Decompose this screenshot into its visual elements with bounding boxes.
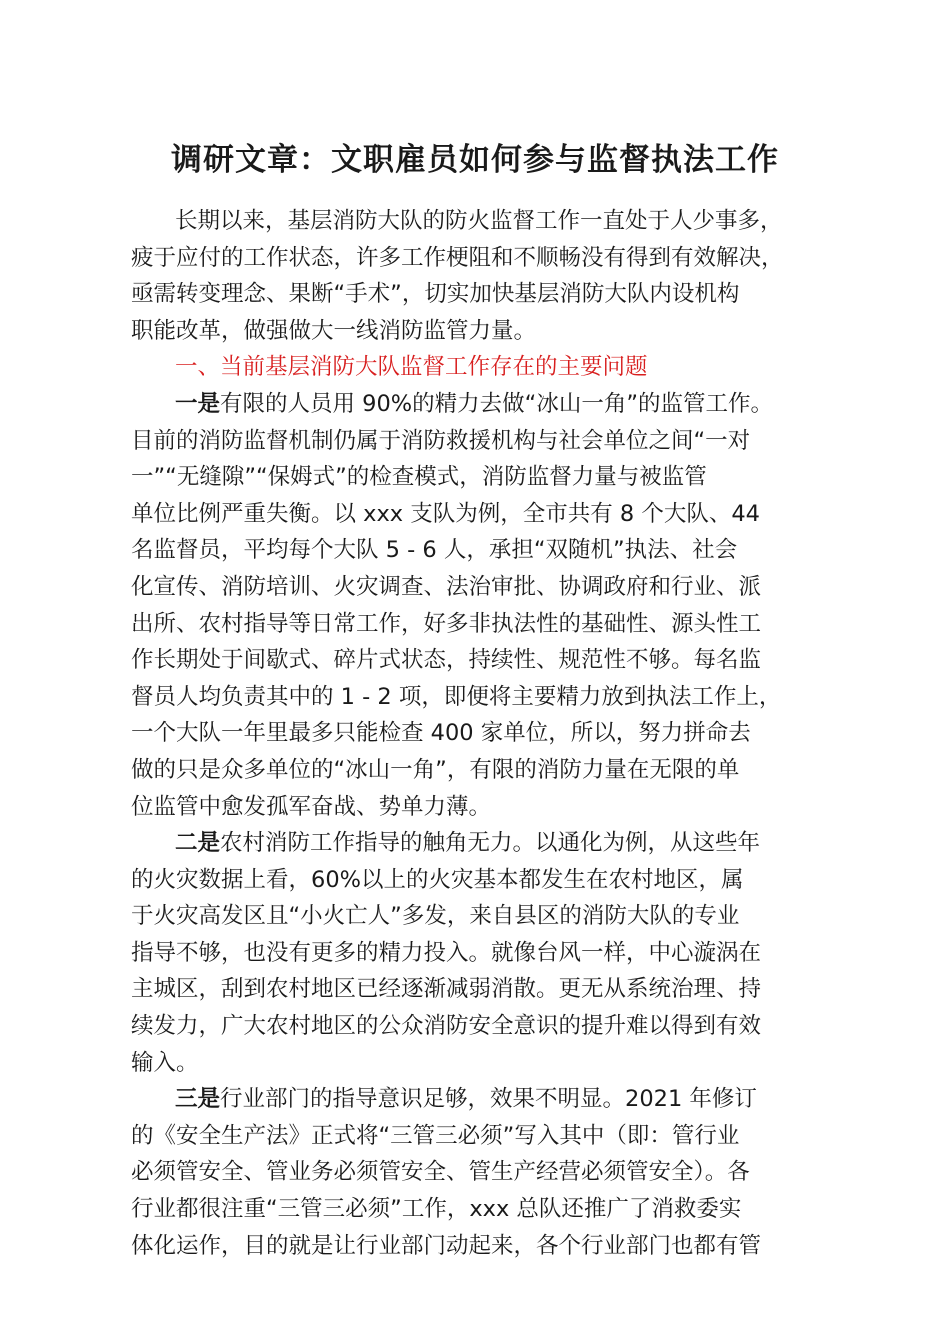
point-lead: 一是 xyxy=(175,390,221,417)
point-text: 行业部门的指导意识足够，效果不明显。2021 年修订 xyxy=(220,1086,757,1113)
paragraph-line: 一个大队一年里最多只能检查 400 家单位，所以，努力拼命去 xyxy=(131,720,751,747)
paragraph-line: 必须管安全、管业务必须管安全、管生产经营必须管安全）。各 xyxy=(131,1159,750,1186)
paragraph-line: 的火灾数据上看，60%以上的火灾基本都发生在农村地区，属 xyxy=(131,866,744,893)
point-lead: 二是 xyxy=(175,830,221,857)
point-lead: 三是 xyxy=(175,1086,221,1113)
paragraph-line: 单位比例严重失衡。以 xxx 支队为例，全市共有 8 个大队、44 xyxy=(131,500,761,527)
paragraph-line: 体化运作，目的就是让行业部门动起来，各个行业部门也都有管 xyxy=(131,1232,762,1259)
paragraph-line: 行业都很注重“三管三必须”工作，xxx 总队还推广了消救委实 xyxy=(131,1196,742,1223)
point-text: 农村消防工作指导的触角无力。以通化为例，从这些年 xyxy=(220,830,761,857)
document-body xyxy=(131,203,861,1264)
paragraph-line: 出所、农村指导等日常工作，好多非执法性的基础性、源头性工 xyxy=(131,610,762,637)
section-heading: 一、当前基层消防大队监督工作存在的主要问题 xyxy=(175,354,648,381)
paragraph-line: 化宣传、消防培训、火灾调查、法治审批、协调政府和行业、派 xyxy=(131,573,762,600)
paragraph-line: 指导不够，也没有更多的精力投入。就像台风一样，中心漩涡在 xyxy=(131,939,762,966)
paragraph-line xyxy=(131,1081,861,1118)
paragraph-line: 疲于应付的工作状态，许多工作梗阻和不顺畅没有得到有效解决， xyxy=(131,244,784,271)
paragraph-line: 亟需转变理念、果断“手术”，切实加快基层消防大队内设机构 xyxy=(131,281,740,308)
point-text: 有限的人员用 90%的精力去做“冰山一角”的监管工作。 xyxy=(220,390,773,417)
paragraph-line: 的《安全生产法》正式将“三管三必须”写入其中（即：管行业 xyxy=(131,1122,740,1149)
paragraph-line xyxy=(131,386,861,423)
page-title: 调研文章：文职雇员如何参与监督执法工作 xyxy=(171,142,779,178)
paragraph-line: 名监督员，平均每个大队 5 - 6 人，承担“双随机”执法、社会 xyxy=(131,537,738,564)
paragraph-line: 督员人均负责其中的 1 - 2 项，即便将主要精力放到执法工作上， xyxy=(131,683,782,710)
paragraph-line: 一”“无缝隙”“保姆式”的检查模式，消防监督力量与被监管 xyxy=(131,464,707,491)
paragraph-line: 于火灾高发区且“小火亡人”多发，来自县区的消防大队的专业 xyxy=(131,903,740,930)
paragraph-line: 主城区，刮到农村地区已经逐渐减弱消散。更无从系统治理、持 xyxy=(131,976,762,1003)
paragraph-line: 做的只是众多单位的“冰山一角”，有限的消防力量在无限的单 xyxy=(131,756,740,783)
paragraph-line: 位监管中愈发孤军奋战、势单力薄。 xyxy=(131,793,492,820)
paragraph-line: 续发力，广大农村地区的公众消防安全意识的提升难以得到有效 xyxy=(131,1013,762,1040)
paragraph-line: 输入。 xyxy=(131,1049,199,1076)
paragraph-line: 职能改革，做强做大一线消防监管力量。 xyxy=(131,317,537,344)
paragraph-line xyxy=(131,825,861,862)
paragraph-line: 作长期处于间歇式、碎片式状态，持续性、规范性不够。每名监 xyxy=(131,647,762,674)
paragraph-line: 长期以来，基层消防大队的防火监督工作一直处于人少事多， xyxy=(175,208,783,234)
paragraph-line: 目前的消防监督机制仍属于消防救援机构与社会单位之间“一对 xyxy=(131,427,751,454)
